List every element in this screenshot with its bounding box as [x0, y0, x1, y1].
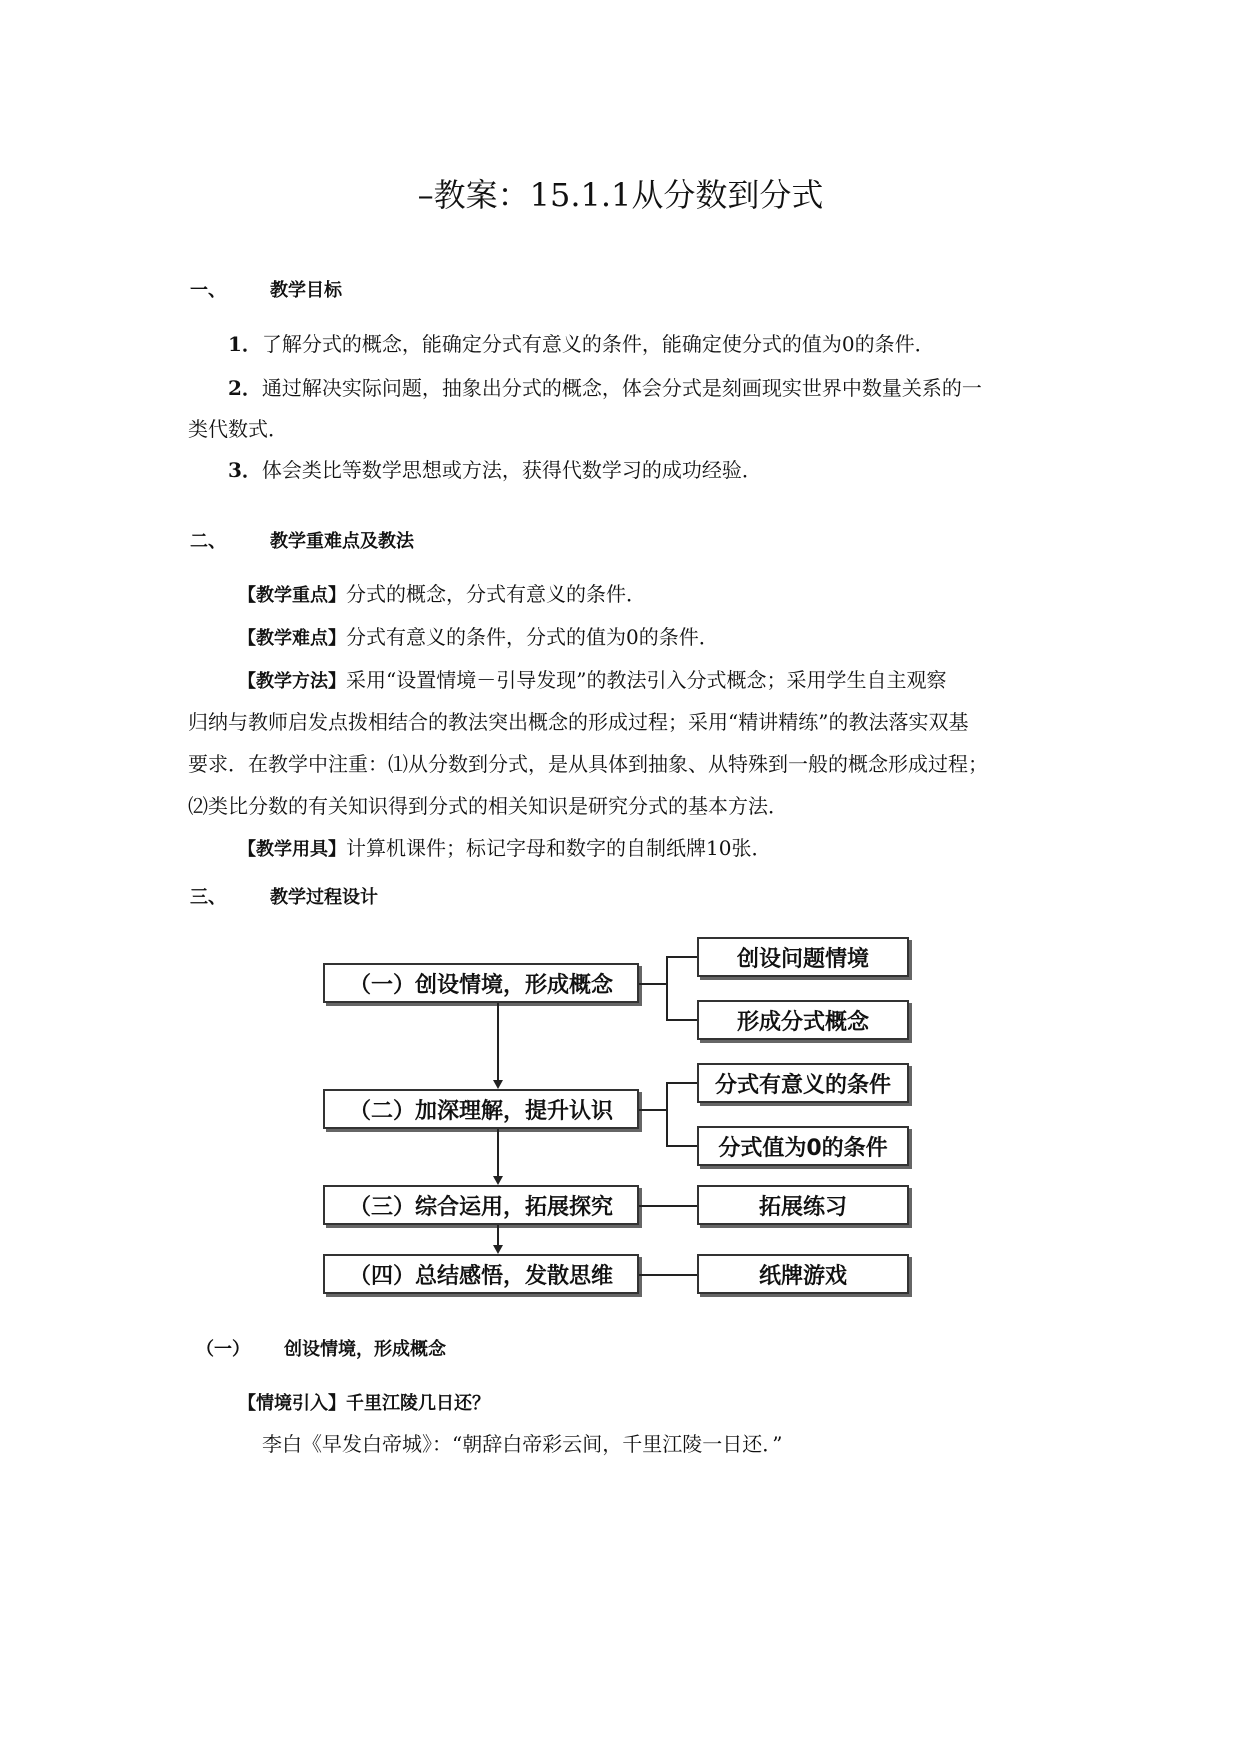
connector-line: [639, 1109, 667, 1111]
connector-line: [666, 1019, 697, 1021]
arrow-shaft: [497, 1129, 499, 1176]
key-point-item: [238, 834, 771, 864]
goal-number: 2．: [228, 376, 262, 400]
flow-outcome-box: 纸牌游戏: [697, 1254, 909, 1294]
arrow-head: [493, 1080, 503, 1089]
poem-line: 李白《早发白帝城》：“朝辞白帝彩云间，千里江陵一日还．”: [262, 1432, 783, 1456]
goal-text: 通过解决实际问题，抽象出分式的概念，体会分式是刻画现实世界中数量关系的一: [261, 376, 982, 400]
flow-stage-box: （二）加深理解，提升认识: [323, 1089, 639, 1129]
connector-line: [639, 983, 667, 985]
connector-line: [639, 1205, 697, 1207]
section-title: 教学过程设计: [270, 887, 378, 908]
goal-number: 1．: [228, 332, 262, 356]
key-point-text: 采用“设置情境－引导发现”的教法引入分式概念；采用学生自主观察: [346, 668, 947, 692]
connector-line: [666, 1082, 668, 1146]
arrow-head: [493, 1245, 503, 1254]
flow-stage-box: （四）总结感悟，发散思维: [323, 1254, 639, 1294]
arrow-head: [493, 1176, 503, 1185]
key-point-label: 【教学重点】: [238, 585, 346, 606]
goal-number: 3．: [228, 458, 262, 482]
scenario-label: 【情境引入】: [238, 1393, 346, 1414]
key-point-item: [238, 666, 946, 696]
goal-continuation: 类代数式．: [188, 417, 288, 441]
connector-line: [666, 1145, 697, 1147]
section-title: 教学目标: [270, 280, 342, 301]
section-number: 三、: [190, 887, 226, 908]
goal-text: 体会类比等数学思想或方法，获得代数学习的成功经验．: [261, 458, 762, 482]
goal-item: [228, 374, 982, 402]
connector-line: [639, 1274, 697, 1276]
key-point-item: [238, 580, 646, 610]
key-point-label: 【教学方法】: [238, 671, 346, 692]
section-number: 一、: [190, 280, 226, 301]
connector-line: [666, 956, 697, 958]
scenario-intro: [238, 1389, 490, 1415]
key-point-label: 【教学用具】: [238, 839, 346, 860]
key-point-text: 分式有意义的条件，分式的值为0的条件．: [346, 625, 719, 649]
document-title: –教案：15.1.1从分数到分式: [417, 176, 824, 214]
key-point-text: 计算机课件；标记字母和数字的自制纸牌10张．: [346, 836, 772, 860]
key-point-line: ⑵类比分数的有关知识得到分式的相关知识是研究分式的基本方法．: [188, 794, 788, 818]
arrow-shaft: [497, 1003, 499, 1080]
goal-item: [228, 456, 762, 484]
flow-outcome-box: 形成分式概念: [697, 1000, 909, 1040]
key-point-line: 归纳与教师启发点拨相结合的教法突出概念的形成过程；采用“精讲精练”的教法落实双基: [188, 710, 969, 734]
section-number: 二、: [190, 531, 226, 552]
flow-stage-box: （三）综合运用，拓展探究: [323, 1185, 639, 1225]
scenario-text: 千里江陵几日还？: [346, 1393, 490, 1414]
key-point-text: 分式的概念，分式有意义的条件．: [346, 582, 646, 606]
arrow-shaft: [497, 1225, 499, 1245]
flow-stage-box: （一）创设情境，形成概念: [323, 963, 639, 1003]
goal-text: 了解分式的概念，能确定分式有意义的条件，能确定使分式的值为0的条件．: [261, 332, 935, 356]
flow-outcome-box: 分式值为0的条件: [697, 1126, 909, 1166]
subsection-title: 创设情境，形成概念: [284, 1339, 446, 1360]
flow-outcome-box: 分式有意义的条件: [697, 1063, 909, 1103]
flow-outcome-box: 拓展练习: [697, 1185, 909, 1225]
connector-line: [666, 957, 668, 1021]
subsection-number: （一）: [196, 1339, 250, 1360]
key-point-item: [238, 623, 719, 653]
flow-outcome-box: 创设问题情境: [697, 937, 909, 977]
goal-item: [228, 330, 935, 358]
connector-line: [666, 1082, 697, 1084]
key-point-line: 要求．在教学中注重：⑴从分数到分式，是从具体到抽象、从特殊到一般的概念形成过程；: [188, 752, 988, 776]
section-title: 教学重难点及教法: [270, 531, 414, 552]
key-point-label: 【教学难点】: [238, 628, 346, 649]
